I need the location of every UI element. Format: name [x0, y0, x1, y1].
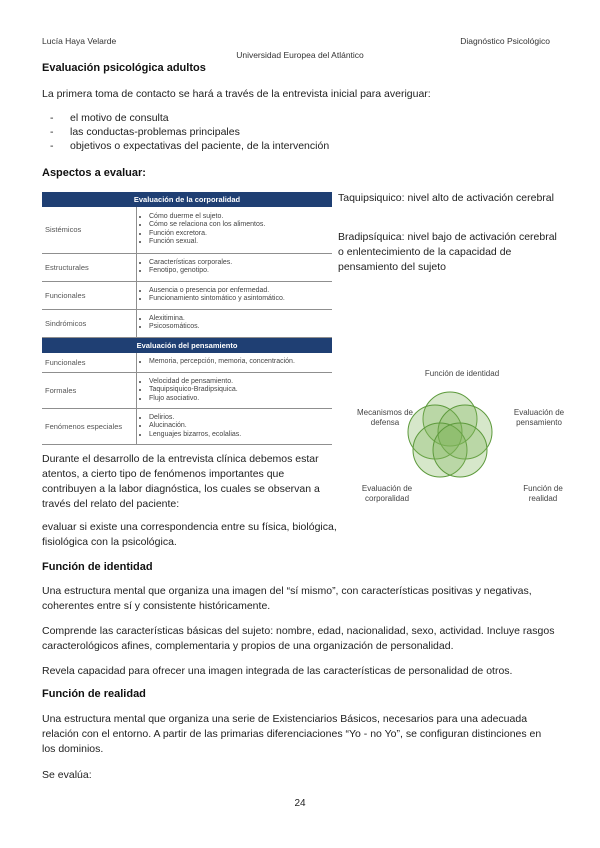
header-author: Lucía Haya Velarde [42, 36, 117, 46]
header-subject: Diagnóstico Psicológico [460, 36, 550, 46]
list-item: - objetivos o expectativas del paciente, de la intervención [42, 139, 329, 153]
table-item: • Ausencia o presencia por enfermedad. [149, 287, 329, 296]
reality-paragraph-2: Se evalúa: [42, 769, 92, 781]
venn-label-corporalidad: Evaluación de corporalidad [361, 484, 413, 503]
table-item: • Función excretora. [149, 230, 329, 239]
table-row [42, 281, 332, 309]
table-item: • Alexitimina. [149, 315, 329, 324]
table-item: • Alucinación. [149, 422, 329, 431]
table-row [42, 253, 332, 281]
table-item: • Cómo duerme el sujeto. [149, 213, 329, 222]
table-category: Funcionales [42, 281, 137, 309]
note-taquipsiquico: Taquipsiquico: nivel alto de activación cerebral [338, 192, 554, 204]
table-category: Fenómenos especiales [42, 409, 137, 445]
venn-circle-realidad [433, 423, 487, 477]
table-category: Funcionales [42, 353, 137, 373]
reality-title: Función de realidad [42, 688, 146, 700]
aspects-table [42, 192, 332, 445]
table-category: Estructurales [42, 253, 137, 281]
list-item: - las conductas-problemas principales [42, 125, 329, 139]
table-item: • Taquipsiquico-Bradipsiquica. [149, 386, 329, 395]
venn-label-realidad: Función de realidad [523, 484, 563, 503]
table-item: • Psicosomáticos. [149, 323, 329, 332]
reality-paragraph-1: Una estructura mental que organiza una serie de Existenciarios Básicos, necesarios para una adecuada relación con el entorno. A partir de las primarias diferenciaciones “Yo - no Yo”, se configuran distinciones en los dominios. [42, 713, 542, 755]
table-row [42, 309, 332, 337]
header-university: Universidad Europea del Atlántico [236, 50, 364, 60]
table-item: • Velocidad de pensamiento. [149, 378, 329, 387]
intro-paragraph: La primera toma de contacto se hará a través de la entrevista inicial para averiguar: [42, 88, 431, 100]
correspondence-paragraph: evaluar si existe una correspondencia entre su física, biológica, fisiológica con la psicológica. [42, 521, 337, 548]
table-row [42, 353, 332, 373]
venn-label-identidad: Función de identidad [424, 369, 500, 378]
identity-paragraph-3: Revela capacidad para ofrecer una imagen integrada de las características de personalidad de otros. [42, 665, 513, 677]
table-category: Sistémicos [42, 207, 137, 253]
interview-goals-list [42, 111, 329, 153]
table-section-heading: Evaluación del pensamiento [42, 337, 332, 353]
table-row [42, 373, 332, 409]
table-category: Sindrómicos [42, 309, 137, 337]
venn-label-pensamiento: Evaluación de pensamiento [513, 408, 565, 427]
venn-label-defensa: Mecanismos de defensa [356, 408, 414, 427]
aspects-title: Aspectos a evaluar: [42, 167, 146, 179]
list-item: - el motivo de consulta [42, 111, 329, 125]
table-item: • Flujo asociativo. [149, 395, 329, 404]
identity-paragraph-2: Comprende las características básicas del sujeto: nombre, edad, nacionalidad, sexo, actividad. Incluye rasgos caracterológicos afines, complementaria y propios de una organización de personalidad. [42, 625, 555, 652]
table-category: Formales [42, 373, 137, 409]
identity-title: Función de identidad [42, 561, 153, 573]
note-bradipsiquica: Bradipsíquica: nivel bajo de activación cerebral o enlentecimiento de la capacidad de pensamiento del sujeto [338, 231, 557, 273]
table-item: • Cómo se relaciona con los alimentos. [149, 221, 329, 230]
table-item: • Funcionamiento sintomático y asintomático. [149, 295, 329, 304]
table-item: • Delirios. [149, 414, 329, 423]
table-item: • Función sexual. [149, 238, 329, 247]
table-item: • Lenguajes bizarros, ecolalias. [149, 431, 329, 440]
table-item: • Características corporales. [149, 259, 329, 268]
section-title-adult-evaluation: Evaluación psicológica adultos [42, 62, 206, 74]
table-section-heading: Evaluación de la corporalidad [42, 192, 332, 207]
identity-paragraph-1: Una estructura mental que organiza una imagen del “sí mismo”, con características positivas y negativas, coherentes entre sí y consistente históricamente. [42, 585, 532, 612]
table-row [42, 207, 332, 253]
interview-paragraph: Durante el desarrollo de la entrevista clínica debemos estar atentos, a cierto tipo de fenómenos importantes que contribuyen a la labor diagnóstica, los cuales se observan a través del relato del paciente: [42, 453, 320, 510]
venn-circles [408, 392, 492, 477]
page-number: 24 [294, 798, 306, 809]
table-item: • Fenotipo, genotipo. [149, 267, 329, 276]
table-item: • Memoria, percepción, memoria, concentración. [149, 358, 329, 367]
table-row [42, 409, 332, 445]
